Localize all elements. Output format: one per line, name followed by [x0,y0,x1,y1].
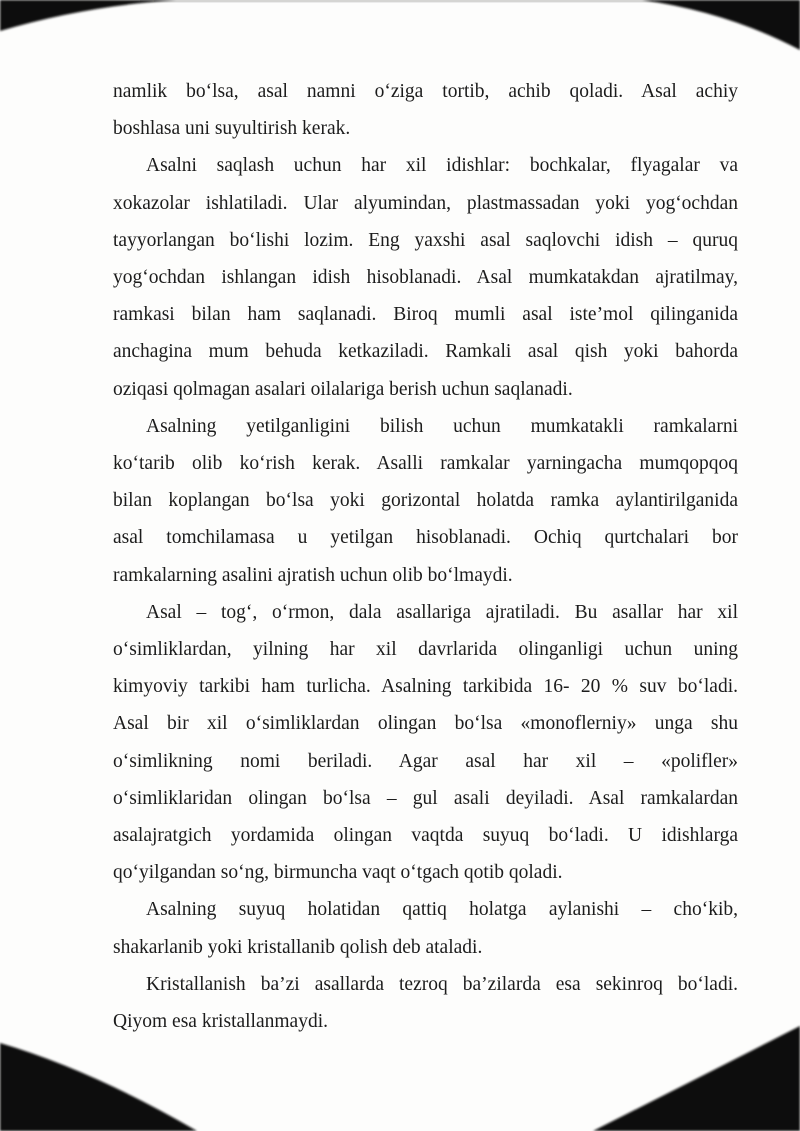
text-line: Qiyom esa kristallanmaydi. [113,1011,328,1033]
text-line: o‘simliklardan, yilning har xil davrlarida olinganligi uchun uning [113,639,738,661]
text-line: kimyoviy tarkibi ham turlicha. Asalning tarkibida 16- 20 % suv bo‘ladi. [113,676,738,698]
text-line: boshlasa uni suyultirish kerak. [113,118,351,140]
corner-shade-top-left [0,0,176,31]
corner-shade-bottom-left [0,1043,197,1131]
text-line: Asalning suyuq holatidan qattiq holatga aylanishi – cho‘kib, [146,899,738,921]
text-line: Asalning yetilganligini bilish uchun mumkatakli ramkalarni [146,415,738,437]
text-line: bilan koplangan bo‘lsa yoki gorizontal holatda ramka aylantirilganida [113,490,738,512]
text-line: asalajratgich yordamida olingan vaqtda suyuq bo‘ladi. U idishlarga [113,825,738,847]
top-edge-scan-line [140,0,670,2]
text-line: anchagina mum behuda ketkaziladi. Ramkali asal qish yoki bahorda [113,341,738,363]
text-line: asal tomchilamasa u yetilgan hisoblanadi. Ochiq qurtchalari bor [113,527,738,549]
text-line: Asal – tog‘, o‘rmon, dala asallariga ajratiladi. Bu asallar har xil [146,601,738,623]
text-line: ko‘tarib olib ko‘rish kerak. Asalli ramkalar yarningacha mumqopqoq [113,453,738,475]
text-line: ramkasi bilan ham saqlanadi. Biroq mumli asal iste’mol qilinganida [113,304,738,326]
text-line: Kristallanish ba’zi asallarda tezroq ba’zilarda esa sekinroq bo‘ladi. [146,973,738,995]
text-line: shakarlanib yoki kristallanib qolish deb ataladi. [113,936,483,958]
text-line: o‘simlikning nomi beriladi. Agar asal har xil – «polifler» [113,750,738,772]
text-line: o‘simliklaridan olingan bo‘lsa – gul asali deyiladi. Asal ramkalardan [113,787,738,809]
text-line: tayyorlangan bo‘lishi lozim. Eng yaxshi asal saqlovchi idish – quruq [113,229,738,251]
text-line: xokazolar ishlatiladi. Ular alyumindan, plastmassadan yoki yog‘ochdan [113,192,738,214]
text-line: namlik bo‘lsa, asal namni o‘ziga tortib, achib qoladi. Asal achiy [113,81,738,102]
corner-shade-top-right [642,0,800,50]
text-block [113,73,738,1040]
text-line: ramkalarning asalini ajratish uchun olib bo‘lmaydi. [113,564,513,586]
text-line: yog‘ochdan ishlangan idish hisoblanadi. Asal mumkatakdan ajratilmay, [113,267,738,289]
text-line: qo‘yilgandan so‘ng, birmuncha vaqt o‘tgach qotib qoladi. [113,862,563,884]
corner-shade-bottom-right [593,1026,800,1131]
text-line: Asal bir xil o‘simliklardan olingan bo‘lsa «monoflerniy» unga shu [113,713,738,735]
text-line: Asalni saqlash uchun har xil idishlar: bochkalar, flyagalar va [146,155,738,177]
text-line: oziqasi qolmagan asalari oilalariga berish uchun saqlanadi. [113,378,573,400]
